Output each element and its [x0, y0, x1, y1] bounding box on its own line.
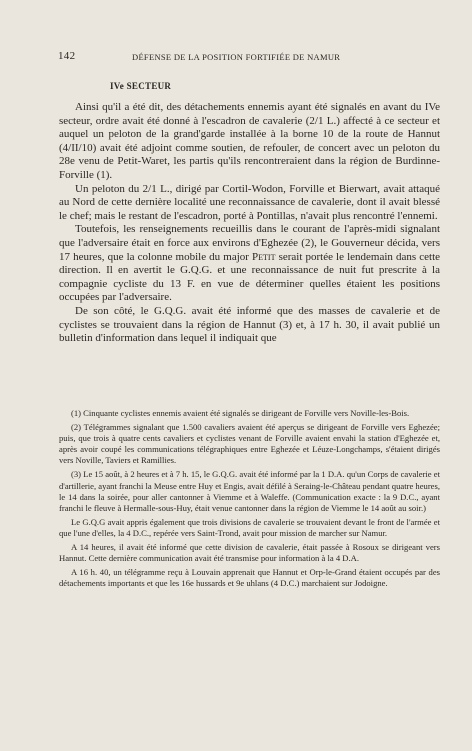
footnote-2: (2) Télégrammes signalant que 1.500 cavaliers avaient été aperçus se dirigeant de Forville vers Eghezée; puis, que trois à quatre cents cavaliers et cyclistes venant de Forville avaient envahi la station d'Eghezée et, après avoir coupé les communications télégraphiques entre Eghezée et Léuze-Longchamps, s'étaient dirigés vers Noville, Taviers et Ramillies. — [59, 422, 440, 466]
paragraph-3 — [59, 223, 440, 305]
footnote-3-cont-1: Le G.Q.G avait appris également que trois divisions de cavalerie se trouvaient devant le front de l'armée et que l'une d'elles, la 4 D.C., repérée vers Saint-Trond, avait pour mission de marcher sur Namur. — [59, 516, 440, 538]
running-title: DÉFENSE DE LA POSITION FORTIFIÉE DE NAMUR — [132, 52, 341, 62]
page-header — [58, 50, 440, 64]
footnote-3-cont-2: A 14 heures, il avait été informé que cette division de cavalerie, était passée à Rosoux se dirigeant vers Hannut. Cette dernière communication avait été transmise pour information à la 4 D.A. — [59, 542, 440, 564]
footnote-3: (3) Le 15 août, à 2 heures et à 7 h. 15, le G.Q.G. avait été informé par la 1 D.A. qu'un Corps de cavalerie et d'artillerie, ayant franchi la Meuse entre Huy et Engis, avait défilé à Seraing-le-Château pendant quatre heures, le 14 dans la soirée, pour aller cantonner à Viemme et à Waleffe. (Communication exacte : la 9 D.C., ayant franchi le fleuve à Hermalle-sous-Huy, était venue cantonner dans la région de Viemme le 14 août au soir.) — [59, 469, 440, 513]
footnote-1: (1) Cinquante cyclistes ennemis avaient été signalés se dirigeant de Forville vers Noville-les-Bois. — [71, 408, 410, 418]
footnotes — [59, 408, 440, 592]
body-text — [59, 101, 440, 346]
footnote-3-cont-3: A 16 h. 40, un télégramme reçu à Louvain apprenait que Hannut et Orp-le-Grand étaient occupés par des détachements importants et que les 16e hussards et 9e uhlans (4 D.C.) marchaient sur Jodoigne. — [59, 567, 440, 589]
major-name: Petit — [252, 250, 276, 263]
paragraph-3-cont: serait portée le lendemain dans cette direction. Il en avertit le G.Q.G. et une reconnaissance de nuit fut prescrite à la compagnie cycliste du 13 F. en vue de déterminer quelles étaient les positions occupées par l'adversaire. — [59, 250, 441, 304]
page-number: 142 — [58, 50, 76, 62]
paragraph-3-text: Toutefois, les renseignements recueillis dans le courant de l'après-midi signalant que l'adversaire était en force aux environs d'Eghezée (2), le Gouverneur décida, vers 17 heures, que la colonne mobile du major — [59, 223, 440, 263]
paragraph-2: Un peloton du 2/1 L., dirigé par Cortil-Wodon, Forville et Bierwart, avait attaqué au Nord de cette dernière localité une reconnaissance de cavalerie, dont il avait blessé le chef; mais le restant de l'escadron, porté à Pontillas, n'avait plus rencontré l'ennemi. — [59, 182, 440, 222]
paragraph-1: Ainsi qu'il a été dit, des détachements ennemis ayant été signalés en avant du IVe secteur, ordre avait été donné à l'escadron de cavalerie (2/1 L.) affecté à ce secteur et auquel un peloton de la grand'garde installée à la borne 10 de la route de Hannut (4/II/10) avait été adjoint comme soutien, de refouler, de concert avec un peloton du 28e venu de Petit-Waret, les partis qu'ils rencontreraient dans la région de Burdinne-Forville (1). — [59, 101, 440, 181]
paragraph-4: De son côté, le G.Q.G. avait été informé que des masses de cavalerie et de cyclistes se trouvaient dans la région de Hannut (3) et, à 17 h. 30, il avait publié un bulletin d'information dans lequel il indiquait que — [59, 304, 440, 345]
section-title: IVe SECTEUR — [110, 81, 172, 91]
